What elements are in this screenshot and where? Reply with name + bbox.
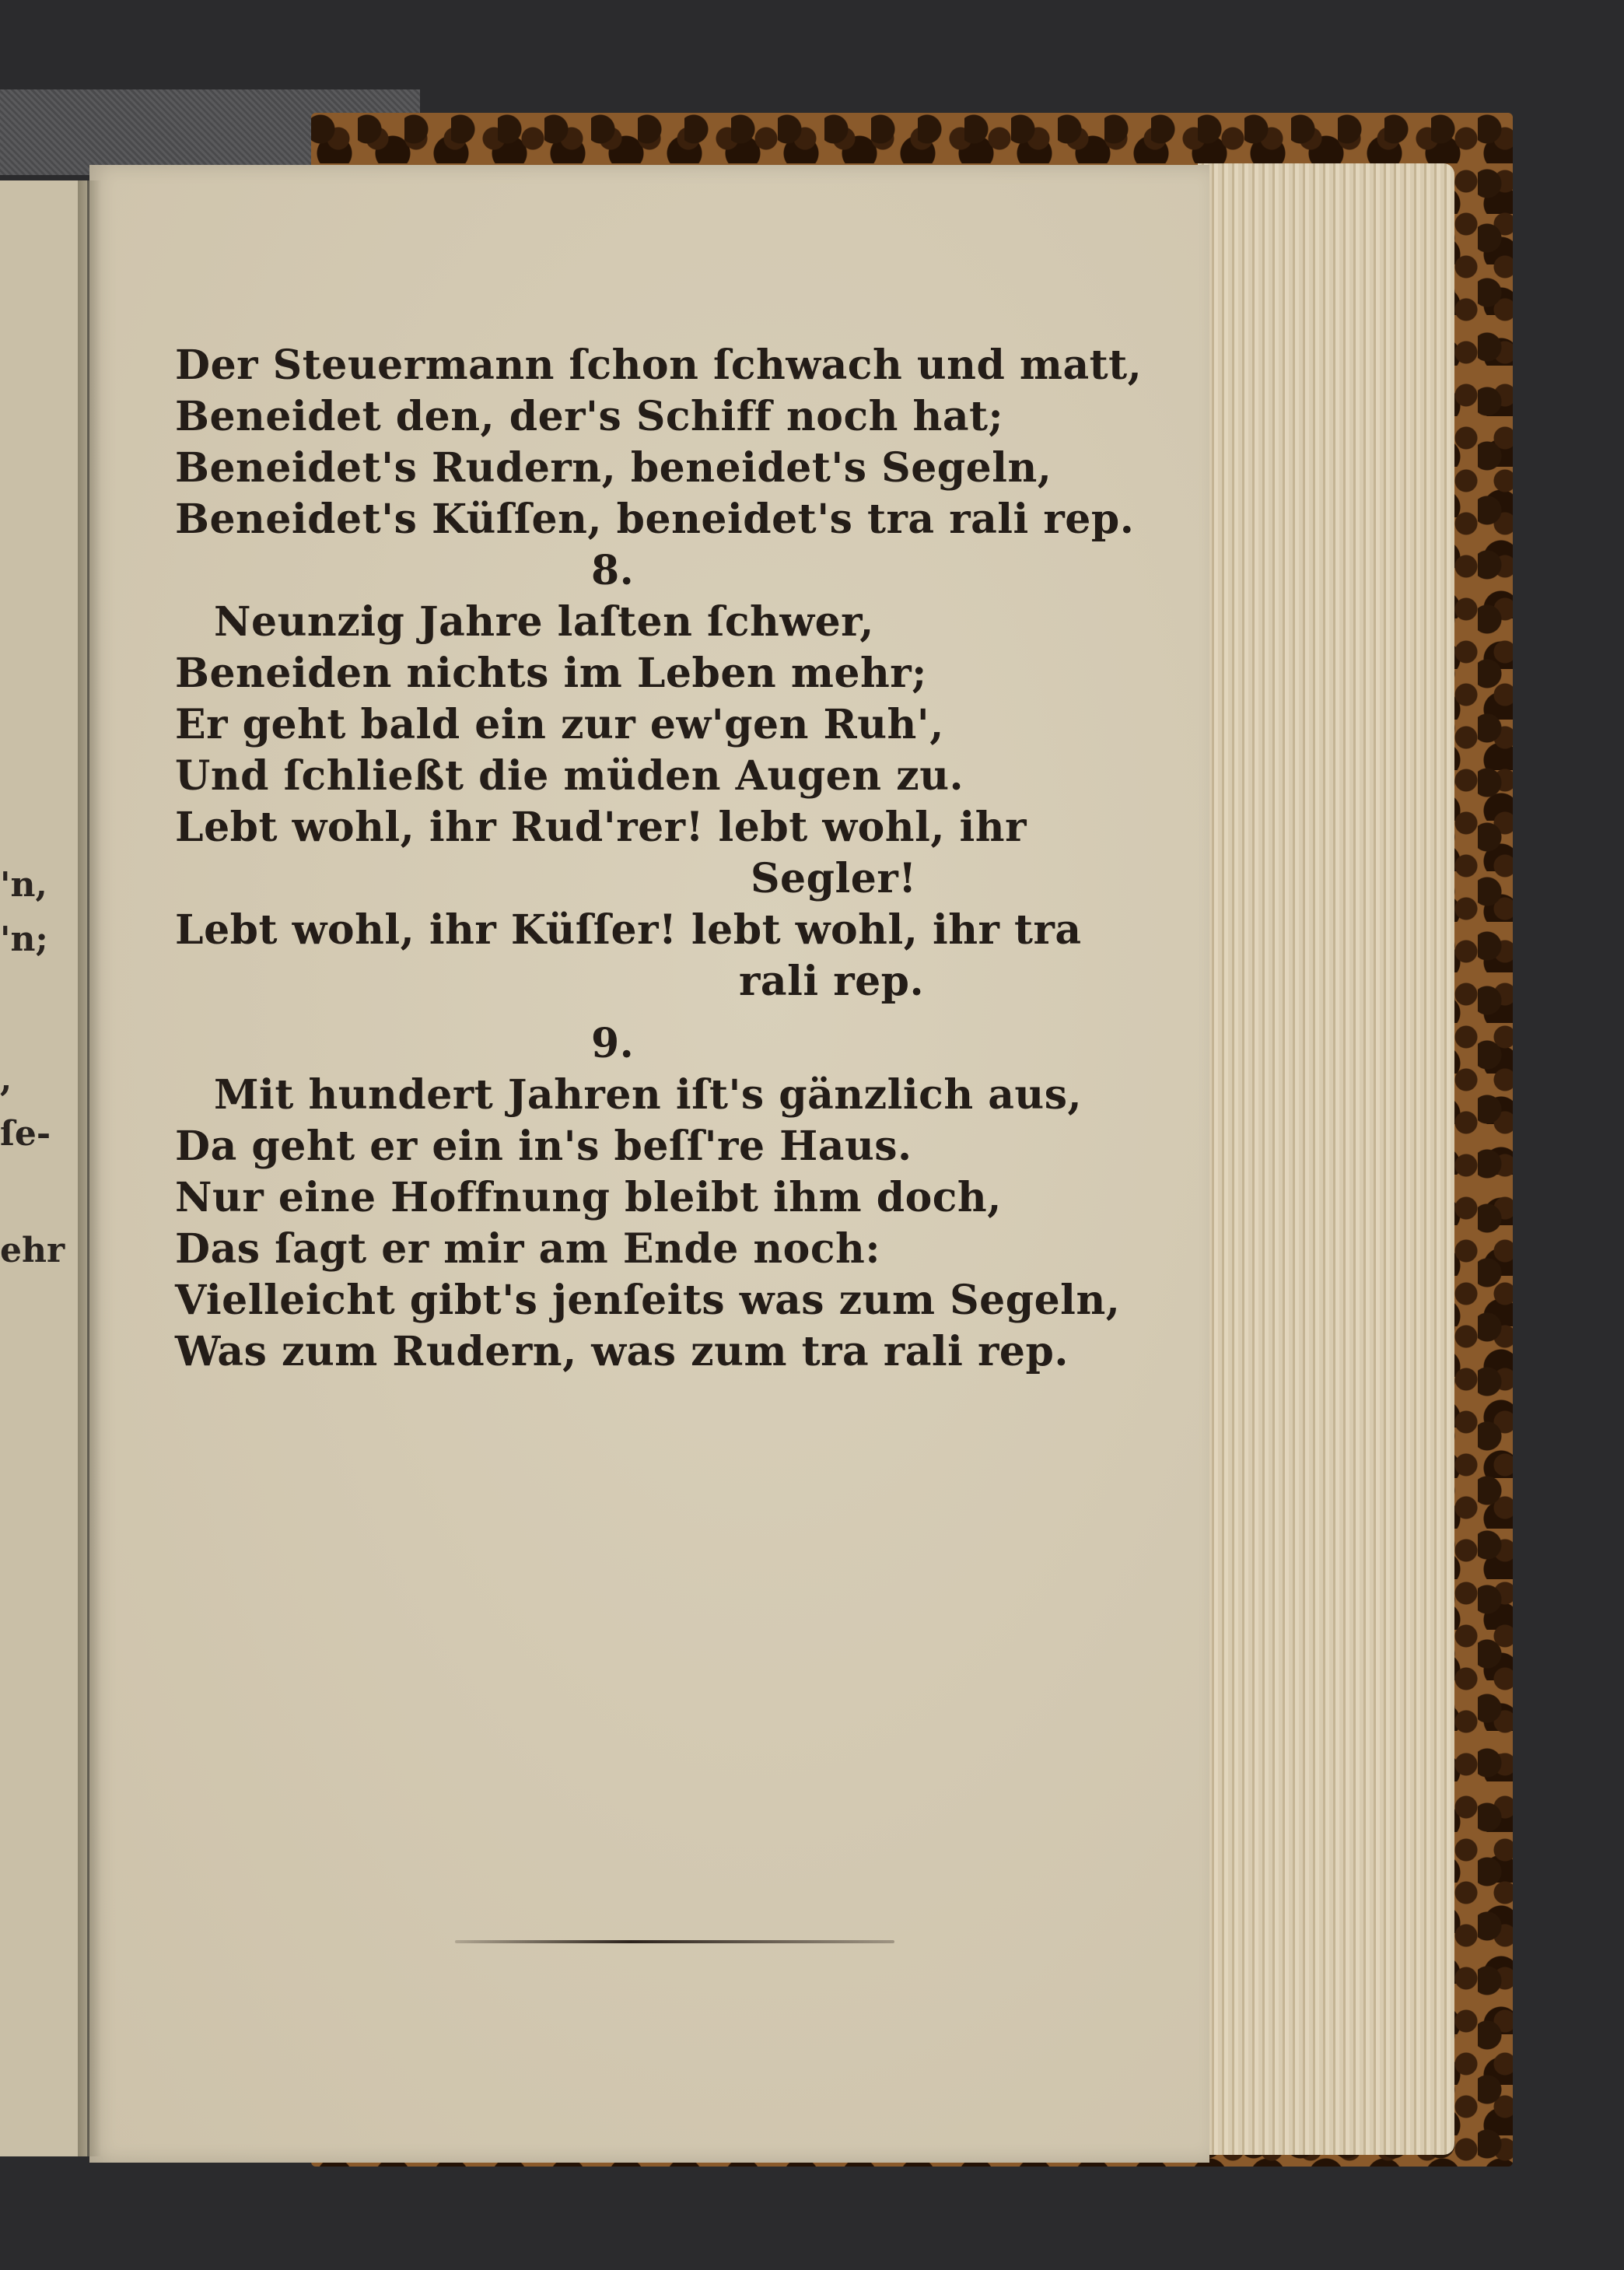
verse-line: Da geht er ein in's beſſ're Haus. <box>175 1123 912 1170</box>
left-fragment: ehr <box>0 1231 65 1270</box>
verse-line: Lebt wohl, ihr Rud'rer! lebt wohl, ihr <box>175 804 1027 851</box>
verse-line: Der Steuermann ſchon ſchwach und matt, <box>175 342 1143 389</box>
left-facing-page <box>0 180 87 2156</box>
closing-rule <box>455 1940 894 1943</box>
gutter-shadow <box>78 180 101 2156</box>
verse-line: Neunzig Jahre laſten ſchwer, <box>214 598 874 646</box>
verse-line: Was zum Rudern, was zum tra rali rep. <box>175 1328 1069 1375</box>
left-fragment: 'n, <box>0 865 47 905</box>
verse-line: Segler! <box>751 855 917 902</box>
verse-line: rali rep. <box>739 958 925 1005</box>
verse-line: Beneidet's Rudern, beneidet's Segeln, <box>175 444 1052 492</box>
verse-line: Er geht bald ein zur ew'gen Ruh', <box>175 701 944 748</box>
left-fragment: ſe- <box>0 1114 51 1154</box>
left-fragment: 'n; <box>0 920 48 959</box>
right-page <box>89 165 1209 2163</box>
poem-text <box>175 340 1186 1378</box>
verse-line: Mit hundert Jahren iſt's gänzlich aus, <box>214 1071 1083 1119</box>
stanza-number: 9. <box>591 1020 635 1067</box>
verse-line: Lebt wohl, ihr Küſſer! lebt wohl, ihr tra <box>175 906 1082 954</box>
verse-line: Beneidet's Küſſen, beneidet's tra rali rep. <box>175 496 1135 543</box>
verse-line: Nur eine Hoffnung bleibt ihm doch, <box>175 1174 1002 1221</box>
verse-line: Und ſchließt die müden Augen zu. <box>175 752 964 800</box>
verse-line: Vielleicht gibt's jenſeits was zum Segeln, <box>175 1277 1121 1324</box>
stanza-number: 8. <box>591 547 635 594</box>
left-fragment: , <box>0 1060 12 1099</box>
page-edges <box>1198 163 1454 2155</box>
verse-line: Beneidet den, der's Schiff noch hat; <box>175 393 1004 440</box>
verse-line: Das ſagt er mir am Ende noch: <box>175 1225 881 1273</box>
verse-line: Beneiden nichts im Leben mehr; <box>175 650 927 697</box>
